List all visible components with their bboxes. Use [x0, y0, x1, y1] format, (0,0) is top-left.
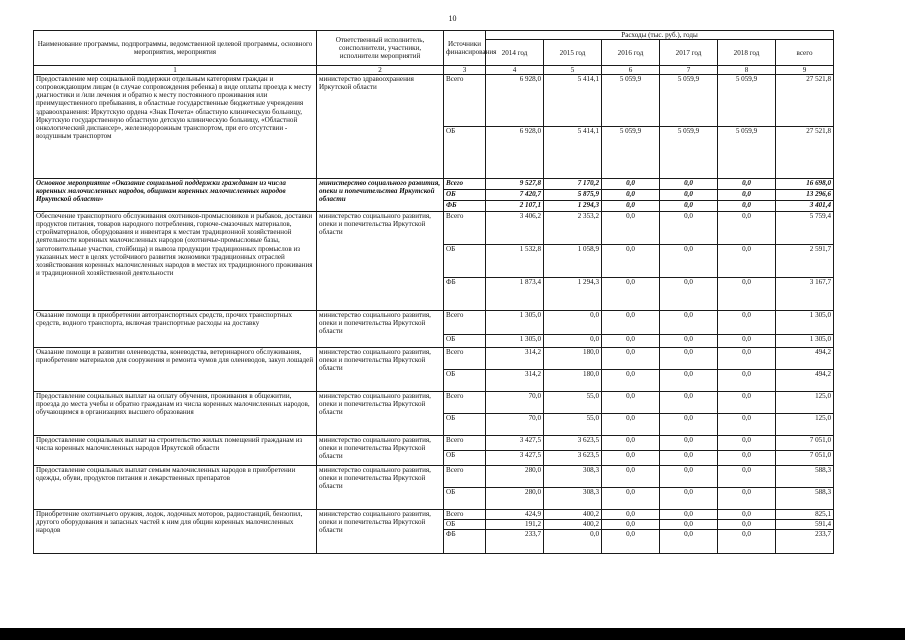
- amount-cell: 5 059,9: [718, 75, 776, 127]
- amount-cell: 1 532,8: [486, 245, 544, 278]
- amount-cell: 280,0: [486, 488, 544, 510]
- executor: министерство социального развития, опеки и попечительства Иркутской области: [317, 179, 444, 212]
- amount-cell: 0,0: [544, 530, 602, 554]
- amount-cell: 0,0: [718, 190, 776, 201]
- column-number: 5: [544, 66, 602, 75]
- amount-cell: 0,0: [602, 370, 660, 392]
- funding-source: Всего: [444, 179, 486, 190]
- header-source-col: Источники финансирования: [444, 31, 486, 66]
- amount-cell: 2 353,2: [544, 212, 602, 245]
- amount-cell: 0,0: [718, 245, 776, 278]
- amount-cell: 0,0: [602, 311, 660, 335]
- amount-cell: 0,0: [660, 201, 718, 212]
- amount-cell: 0,0: [718, 179, 776, 190]
- header-total: всего: [776, 40, 834, 66]
- amount-cell: 7 420,7: [486, 190, 544, 201]
- header-year: 2016 год: [602, 40, 660, 66]
- funding-source: ОБ: [444, 414, 486, 436]
- amount-cell: 0,0: [660, 245, 718, 278]
- amount-cell: 0,0: [718, 311, 776, 335]
- header-expenses: Расходы (тыс. руб.), годы: [486, 31, 834, 40]
- budget-table: [33, 30, 834, 554]
- amount-cell: 7 170,2: [544, 179, 602, 190]
- funding-source: ОБ: [444, 190, 486, 201]
- amount-cell: 0,0: [660, 278, 718, 311]
- amount-cell: 180,0: [544, 348, 602, 370]
- amount-cell: 3 427,5: [486, 436, 544, 451]
- funding-source: Всего: [444, 311, 486, 335]
- table-row: [34, 466, 834, 488]
- amount-cell: 0,0: [602, 348, 660, 370]
- amount-cell: 0,0: [602, 466, 660, 488]
- amount-cell: 0,0: [718, 436, 776, 451]
- amount-cell: 1 305,0: [486, 311, 544, 335]
- amount-cell: 0,0: [718, 520, 776, 530]
- executor: министерство здравоохранения Иркутской области: [317, 75, 444, 179]
- scan-edge: [0, 628, 905, 640]
- executor: министерство социального развития, опеки и попечительства Иркутской области: [317, 392, 444, 436]
- total-cell: 588,3: [776, 466, 834, 488]
- amount-cell: 0,0: [602, 190, 660, 201]
- executor: министерство социального развития, опеки и попечительства Иркутской области: [317, 348, 444, 392]
- amount-cell: 55,0: [544, 414, 602, 436]
- amount-cell: 5 875,9: [544, 190, 602, 201]
- funding-source: ФБ: [444, 201, 486, 212]
- total-cell: 233,7: [776, 530, 834, 554]
- executor: министерство социального развития, опеки и попечительства Иркутской области: [317, 466, 444, 510]
- total-cell: 3 167,7: [776, 278, 834, 311]
- amount-cell: 5 414,1: [544, 75, 602, 127]
- amount-cell: 0,0: [718, 451, 776, 466]
- amount-cell: 55,0: [544, 392, 602, 414]
- funding-source: Всего: [444, 510, 486, 520]
- amount-cell: 0,0: [602, 392, 660, 414]
- amount-cell: 0,0: [602, 414, 660, 436]
- amount-cell: 0,0: [718, 392, 776, 414]
- table-body: [34, 75, 834, 554]
- amount-cell: 0,0: [602, 201, 660, 212]
- total-cell: 591,4: [776, 520, 834, 530]
- amount-cell: 0,0: [602, 510, 660, 520]
- column-number: 7: [660, 66, 718, 75]
- funding-source: ОБ: [444, 127, 486, 179]
- total-cell: 494,2: [776, 370, 834, 392]
- table-row: [34, 348, 834, 370]
- funding-source: ОБ: [444, 335, 486, 348]
- amount-cell: 0,0: [718, 510, 776, 520]
- table-row: [34, 436, 834, 451]
- amount-cell: 9 527,8: [486, 179, 544, 190]
- amount-cell: 70,0: [486, 392, 544, 414]
- total-cell: 27 521,8: [776, 75, 834, 127]
- amount-cell: 2 107,1: [486, 201, 544, 212]
- amount-cell: 400,2: [544, 510, 602, 520]
- amount-cell: 0,0: [718, 414, 776, 436]
- amount-cell: 5 059,9: [602, 75, 660, 127]
- amount-cell: 5 059,9: [660, 127, 718, 179]
- executor: министерство социального развития, опеки и попечительства Иркутской области: [317, 510, 444, 554]
- funding-source: Всего: [444, 436, 486, 451]
- total-cell: 825,1: [776, 510, 834, 520]
- amount-cell: 3 406,2: [486, 212, 544, 245]
- amount-cell: 0,0: [602, 436, 660, 451]
- amount-cell: 0,0: [660, 311, 718, 335]
- amount-cell: 0,0: [602, 212, 660, 245]
- activity-name: Оказание помощи в развитии оленеводства, коневодства, ветеринарного обслуживания, приобретение материалов для сооружения и ремонта чумов для оленеводов, закуп лошадей: [34, 348, 317, 392]
- activity-name: Приобретение охотничьего оружия, лодок, лодочных моторов, радиостанций, бензопил, другого оборудования и запасных частей к ним для общин коренных малочисленных народов: [34, 510, 317, 554]
- header-year: 2015 год: [544, 40, 602, 66]
- total-cell: 2 591,7: [776, 245, 834, 278]
- total-cell: 7 051,0: [776, 436, 834, 451]
- page-number: 10: [448, 14, 457, 23]
- amount-cell: 1 294,3: [544, 278, 602, 311]
- amount-cell: 0,0: [718, 348, 776, 370]
- amount-cell: 3 427,5: [486, 451, 544, 466]
- amount-cell: 3 623,5: [544, 451, 602, 466]
- amount-cell: 0,0: [602, 488, 660, 510]
- activity-name: Предоставление социальных выплат на оплату обучения, проживания в общежитии, проезда до места учебы и обратно гражданам из числа коренных малочисленных народов, обучающимся в организациях высшего образования: [34, 392, 317, 436]
- amount-cell: 0,0: [718, 212, 776, 245]
- column-number: 9: [776, 66, 834, 75]
- amount-cell: 3 623,5: [544, 436, 602, 451]
- amount-cell: 0,0: [660, 179, 718, 190]
- funding-source: ФБ: [444, 278, 486, 311]
- total-cell: 125,0: [776, 414, 834, 436]
- funding-source: ОБ: [444, 488, 486, 510]
- amount-cell: 0,0: [660, 466, 718, 488]
- amount-cell: 314,2: [486, 348, 544, 370]
- column-number: 6: [602, 66, 660, 75]
- funding-source: Всего: [444, 75, 486, 127]
- amount-cell: 0,0: [602, 179, 660, 190]
- column-number: 1: [34, 66, 317, 75]
- amount-cell: 0,0: [602, 451, 660, 466]
- header-executor-col: Ответственный исполнитель, соисполнители, участники, исполнители мероприятий: [317, 31, 444, 66]
- amount-cell: 0,0: [718, 530, 776, 554]
- amount-cell: 0,0: [718, 335, 776, 348]
- header-year: 2014 год: [486, 40, 544, 66]
- amount-cell: 1 294,3: [544, 201, 602, 212]
- amount-cell: 5 059,9: [660, 75, 718, 127]
- amount-cell: 0,0: [660, 451, 718, 466]
- funding-source: Всего: [444, 392, 486, 414]
- amount-cell: 0,0: [660, 335, 718, 348]
- header-name-col: Наименование программы, подпрограммы, ведомственной целевой программы, основного мероприятия, мероприятия: [34, 31, 317, 66]
- total-cell: 125,0: [776, 392, 834, 414]
- amount-cell: 5 414,1: [544, 127, 602, 179]
- amount-cell: 280,0: [486, 466, 544, 488]
- amount-cell: 233,7: [486, 530, 544, 554]
- amount-cell: 191,2: [486, 520, 544, 530]
- funding-source: ФБ: [444, 530, 486, 554]
- amount-cell: 0,0: [602, 245, 660, 278]
- amount-cell: 0,0: [544, 335, 602, 348]
- header-year: 2017 год: [660, 40, 718, 66]
- amount-cell: 1 305,0: [486, 335, 544, 348]
- activity-name: Предоставление социальных выплат семьям малочисленных народов в приобретении одежды, обуви, продуктов питания и лекарственных препаратов: [34, 466, 317, 510]
- total-cell: 16 698,0: [776, 179, 834, 190]
- column-number: 8: [718, 66, 776, 75]
- amount-cell: 0,0: [718, 488, 776, 510]
- amount-cell: 0,0: [660, 520, 718, 530]
- funding-source: ОБ: [444, 370, 486, 392]
- table-row: [34, 311, 834, 335]
- table-row: [34, 392, 834, 414]
- amount-cell: 0,0: [602, 520, 660, 530]
- activity-name: Основное мероприятие «Оказание социальной поддержки гражданам из числа коренных малочисленных народов, общинам коренных малочисленных народов Иркутской области»: [34, 179, 317, 212]
- column-number: 3: [444, 66, 486, 75]
- amount-cell: 0,0: [660, 414, 718, 436]
- funding-source: ОБ: [444, 520, 486, 530]
- total-cell: 5 759,4: [776, 212, 834, 245]
- amount-cell: 5 059,9: [718, 127, 776, 179]
- amount-cell: 6 928,0: [486, 127, 544, 179]
- total-cell: 588,3: [776, 488, 834, 510]
- amount-cell: 308,3: [544, 466, 602, 488]
- total-cell: 7 051,0: [776, 451, 834, 466]
- amount-cell: 0,0: [718, 201, 776, 212]
- amount-cell: 70,0: [486, 414, 544, 436]
- amount-cell: 0,0: [718, 370, 776, 392]
- activity-name: Оказание помощи в приобретении автотранспортных средств, прочих транспортных средств, водного транспорта, включая транспортные расходы на доставку: [34, 311, 317, 348]
- activity-name: Обеспечение транспортного обслуживания охотников-промысловиков и рыбаков, доставки продуктов питания, товаров народного потребления, горюче-смазочных материалов, стройматериалов, оборудования и инвентаря к местам традиционной хозяйственной деятельности коренных малочисленных народов (охотничье-промысловые базы, заготовительные участки, стойбища) и вывоза продукции традиционных промыслов из указанных мест в целях устойчивого развития экономики традиционных отраслей хозяйствования коренных малочисленных народов в местах их традиционного проживания и традиционной хозяйственной деятельности: [34, 212, 317, 311]
- executor: министерство социального развития, опеки и попечительства Иркутской области: [317, 311, 444, 348]
- amount-cell: 424,9: [486, 510, 544, 520]
- total-cell: 494,2: [776, 348, 834, 370]
- table-row: [34, 212, 834, 245]
- total-cell: 1 305,0: [776, 335, 834, 348]
- activity-name: Предоставление мер социальной поддержки отдельным категориям граждан и сопровождающим лицам (в случае сопровождения ребенка) в виде оплаты проезда к месту диагностики и /или лечения и обратно к месту постоянного проживания или преимущественного пребывания, в областные государственные бюджетные учреждения здравоохранения: Иркутскую ордена «Знак Почета» областную клиническую больницу, Иркутскую государственную областную детскую клиническую больницу, «Областной онкологический диспансер», железнодорожным транспортом, при его отсутствии - воздушным транспортом: [34, 75, 317, 179]
- amount-cell: 1 058,9: [544, 245, 602, 278]
- amount-cell: 0,0: [602, 278, 660, 311]
- amount-cell: 0,0: [602, 335, 660, 348]
- amount-cell: 0,0: [660, 370, 718, 392]
- column-number: 2: [317, 66, 444, 75]
- amount-cell: 0,0: [660, 190, 718, 201]
- amount-cell: 314,2: [486, 370, 544, 392]
- amount-cell: 0,0: [718, 278, 776, 311]
- funding-source: ОБ: [444, 451, 486, 466]
- amount-cell: 308,3: [544, 488, 602, 510]
- amount-cell: 0,0: [544, 311, 602, 335]
- header-year: 2018 год: [718, 40, 776, 66]
- total-cell: 13 296,6: [776, 190, 834, 201]
- amount-cell: 400,2: [544, 520, 602, 530]
- funding-source: Всего: [444, 466, 486, 488]
- total-cell: 3 401,4: [776, 201, 834, 212]
- executor: министерство социального развития, опеки и попечительства Иркутской области: [317, 212, 444, 311]
- amount-cell: 0,0: [660, 212, 718, 245]
- amount-cell: 0,0: [718, 466, 776, 488]
- amount-cell: 0,0: [660, 530, 718, 554]
- amount-cell: 0,0: [660, 392, 718, 414]
- column-number: 4: [486, 66, 544, 75]
- table-row: [34, 75, 834, 127]
- amount-cell: 0,0: [660, 488, 718, 510]
- total-cell: 27 521,8: [776, 127, 834, 179]
- table-row: [34, 510, 834, 520]
- amount-cell: 0,0: [660, 436, 718, 451]
- funding-source: Всего: [444, 348, 486, 370]
- activity-name: Предоставление социальных выплат на строительство жилых помещений гражданам из числа коренных малочисленных народов Иркутской области: [34, 436, 317, 466]
- funding-source: ОБ: [444, 245, 486, 278]
- total-cell: 1 305,0: [776, 311, 834, 335]
- amount-cell: 0,0: [660, 348, 718, 370]
- amount-cell: 1 873,4: [486, 278, 544, 311]
- amount-cell: 180,0: [544, 370, 602, 392]
- funding-source: Всего: [444, 212, 486, 245]
- amount-cell: 0,0: [660, 510, 718, 520]
- amount-cell: 6 928,0: [486, 75, 544, 127]
- amount-cell: 5 059,9: [602, 127, 660, 179]
- amount-cell: 0,0: [602, 530, 660, 554]
- executor: министерство социального развития, опеки и попечительства Иркутской области: [317, 436, 444, 466]
- table-row: [34, 179, 834, 190]
